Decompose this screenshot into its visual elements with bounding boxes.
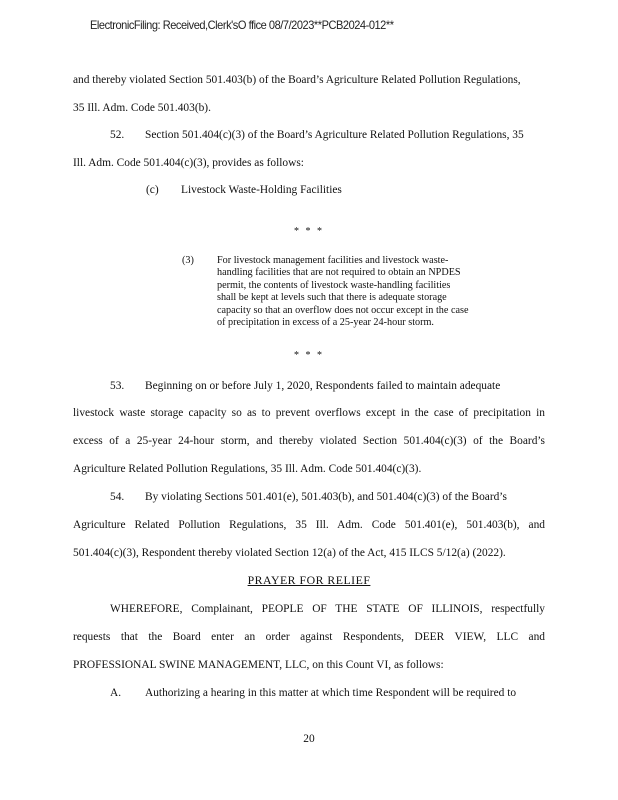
subsection-c-label: (c) [146,184,159,196]
quote-line: capacity so that an overflow does not occur except in the case [217,304,469,316]
relief-item-a-label: A. [110,687,122,699]
paragraph-53-line-2: livestock waste storage capacity so as to prevent overflows except in the case of precipitation in [73,407,545,419]
quote-item-number: (3) [182,255,194,266]
ellipsis-stars-top: * * * [294,226,324,237]
paragraph-52-line-1 [110,128,545,142]
paragraph-53-text: Beginning on or before July 1, 2020, Respondents failed to maintain adequate [145,380,501,392]
quote-line: For livestock management facilities and livestock waste- [217,255,449,266]
paragraph-54-text: By violating Sections 501.401(e), 501.403(b), and 501.404(c)(3) of the Board’s [145,491,507,503]
paragraph-52-number: 52. [110,129,125,141]
prayer-for-relief-heading: PRAYER FOR RELIEF [247,573,371,587]
relief-item-a-text: Authorizing a hearing in this matter at which time Respondent will be required to [145,687,517,699]
ellipsis-stars-bottom: * * * [294,350,324,361]
paragraph-52-text: Section 501.404(c)(3) of the Board’s Agriculture Related Pollution Regulations, 35 [145,129,524,141]
quote-line: permit, the contents of livestock waste-handling facilities [217,279,451,291]
subsection-c [146,184,342,196]
subsection-c-title: Livestock Waste-Holding Facilities [181,184,342,196]
paragraph-54-number: 54. [110,491,125,503]
paragraph-54-line-1 [110,490,545,504]
paragraph-53-line-4: Agriculture Related Pollution Regulations, 35 Ill. Adm. Code 501.404(c)(3). [73,463,422,475]
regulation-quote [217,255,517,329]
paragraph-54-line-2: Agriculture Related Pollution Regulations, 35 Ill. Adm. Code 501.401(e), 501.403(b), and [73,519,545,531]
paragraph-53-line-3: excess of a 25-year 24-hour storm, and thereby violated Section 501.404(c)(3) of the Board’s [73,435,545,447]
prayer-line-1: WHEREFORE, Complainant, PEOPLE OF THE STATE OF ILLINOIS, respectfully [110,603,545,615]
prayer-line-2: requests that the Board enter an order against Respondents, DEER VIEW, LLC and [73,631,545,643]
relief-item-a [110,686,545,700]
paragraph-54-line-3: 501.404(c)(3), Respondent thereby violated Section 12(a) of the Act, 415 ILCS 5/12(a) (2022). [73,547,506,559]
paragraph-53-line-1 [110,379,545,393]
paragraph-51-line-2: 35 Ill. Adm. Code 501.403(b). [73,102,211,114]
quote-line: handling facilities that are not required to obtain an NPDES [217,267,461,279]
paragraph-51-line-1: and thereby violated Section 501.403(b) of the Board’s Agriculture Related Pollution Regulations, [73,74,521,86]
quote-line: shall be kept at levels such that there is adequate storage [217,292,447,304]
paragraph-52-line-2: Ill. Adm. Code 501.404(c)(3), provides as follows: [73,157,304,169]
quote-line: of precipitation in excess of a 25-year 24-hour storm. [217,317,434,329]
page-number: 20 [303,733,315,745]
filing-stamp-header: ElectronicFiling: Received,Clerk'sO ffice 08/7/2023**PCB2024-012** [90,18,394,32]
paragraph-53-number: 53. [110,380,125,392]
prayer-line-3: PROFESSIONAL SWINE MANAGEMENT, LLC, on this Count VI, as follows: [73,659,444,671]
